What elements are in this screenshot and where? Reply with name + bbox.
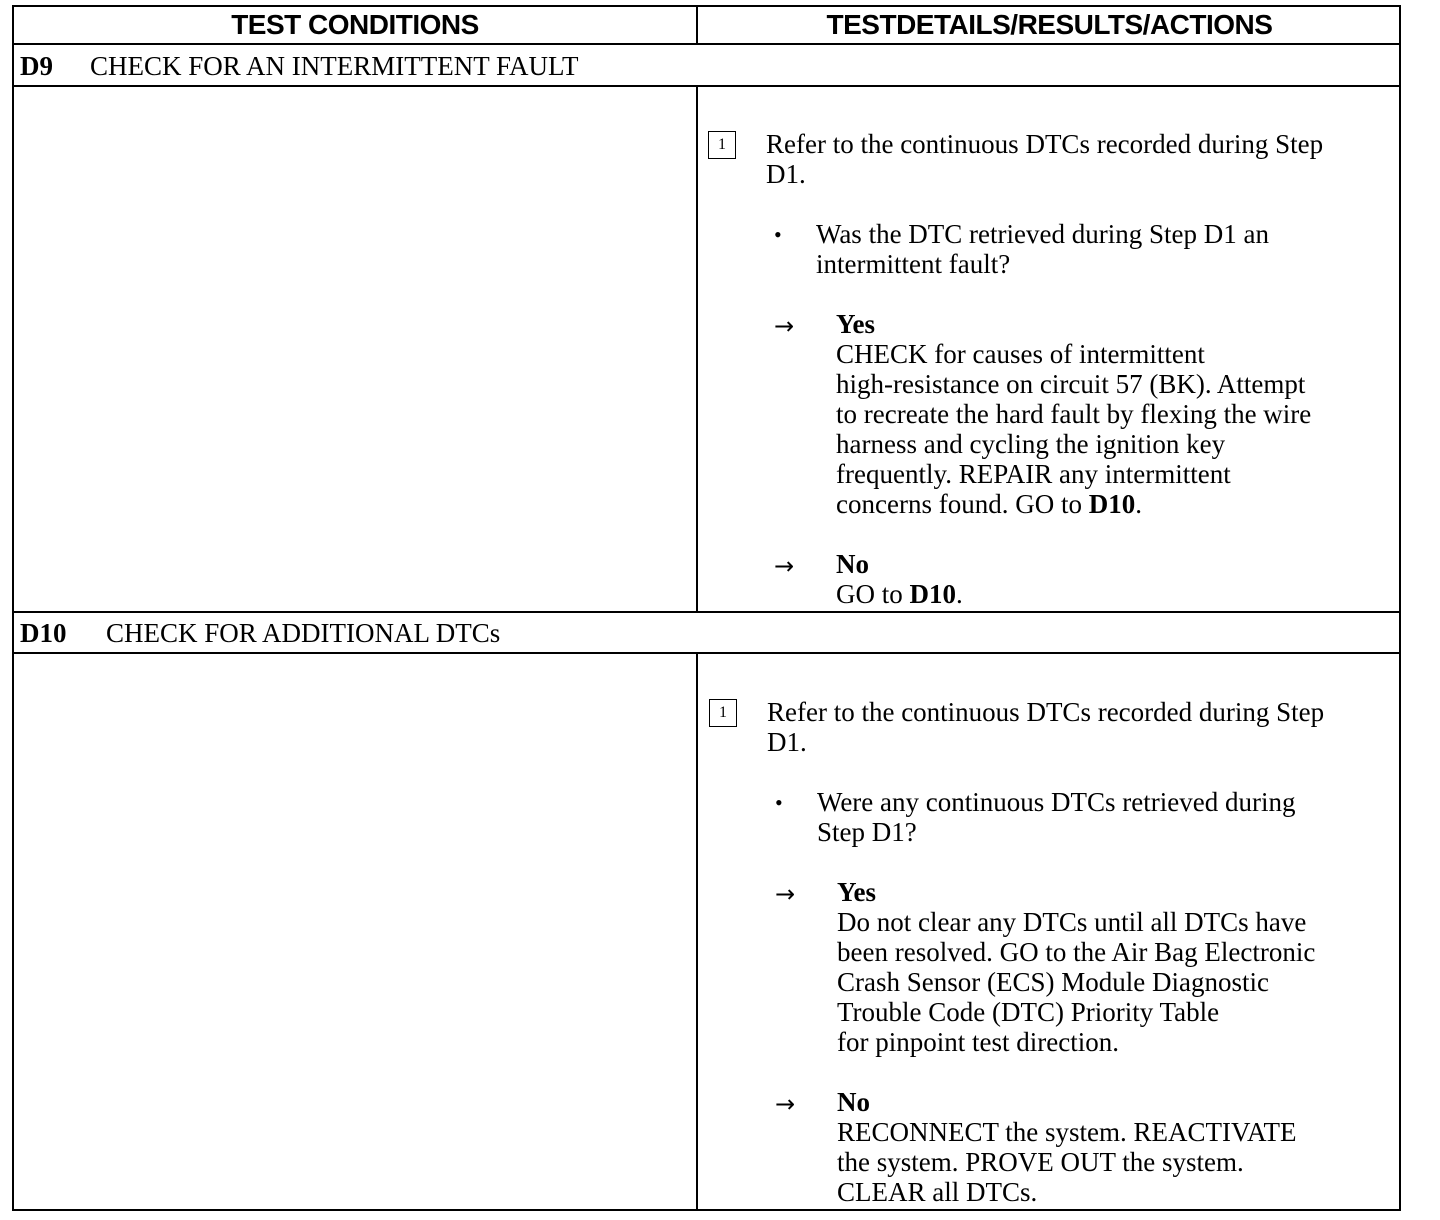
section-id: D10 bbox=[20, 618, 67, 648]
column-header-test-details: TESTDETAILS/RESULTS/ACTIONS bbox=[826, 9, 1273, 40]
step-instruction: Refer to the continuous DTCs recorded during Step D1. bbox=[767, 697, 1325, 757]
section-title-d10 bbox=[20, 618, 500, 649]
header-divider bbox=[14, 43, 1399, 45]
diagnostic-table bbox=[12, 5, 1401, 1211]
section-d9-title-divider bbox=[14, 85, 1399, 87]
column-divider-header bbox=[696, 7, 698, 43]
section-d10-title-divider bbox=[14, 652, 1399, 654]
column-divider-d9 bbox=[696, 85, 698, 611]
question-text: Were any continuous DTCs retrieved during Step D1? bbox=[817, 787, 1296, 847]
section-title-d9 bbox=[20, 51, 579, 82]
yes-result: Yes CHECK for causes of intermittent high-resistance on circuit 57 (BK). Attempt to recreate the hard fault by flexing the wire harness and cycling the ignition key frequently. REPAIR any intermittent concerns found. GO to D10. bbox=[836, 309, 1312, 519]
section-title-text: CHECK FOR AN INTERMITTENT FAULT bbox=[90, 51, 579, 81]
yes-result: Yes Do not clear any DTCs until all DTCs have been resolved. GO to the Air Bag Electronic Crash Sensor (ECS) Module Diagnostic Trouble Code (DTC) Priority Table for pinpoint test direction. bbox=[837, 877, 1316, 1057]
step-number-box: 1 bbox=[709, 699, 737, 727]
yes-label: Yes bbox=[837, 877, 876, 907]
step-reference: D10 bbox=[909, 579, 956, 609]
question-text: Was the DTC retrieved during Step D1 an intermittent fault? bbox=[816, 219, 1269, 279]
arrow-right-icon: → bbox=[775, 1090, 796, 1118]
section-title-text: CHECK FOR ADDITIONAL DTCs bbox=[106, 618, 501, 648]
bullet-icon: • bbox=[775, 790, 783, 815]
step-reference: D10 bbox=[1088, 489, 1136, 519]
step-instruction: Refer to the continuous DTCs recorded during Step D1. bbox=[766, 129, 1324, 189]
arrow-right-icon: → bbox=[774, 312, 795, 340]
bullet-icon: • bbox=[774, 222, 782, 247]
no-result: No GO to D10. bbox=[836, 549, 963, 609]
arrow-right-icon: → bbox=[775, 880, 796, 908]
section-id: D9 bbox=[20, 51, 53, 81]
column-divider-d10 bbox=[696, 652, 698, 1211]
step-number-box: 1 bbox=[708, 131, 736, 159]
no-result: No RECONNECT the system. REACTIVATE the system. PROVE OUT the system. CLEAR all DTCs. bbox=[837, 1087, 1297, 1207]
no-label: No bbox=[837, 1087, 870, 1117]
section-d10-top-divider bbox=[14, 611, 1399, 613]
no-label: No bbox=[836, 549, 869, 579]
column-header-test-conditions: TEST CONDITIONS bbox=[231, 9, 479, 40]
arrow-right-icon: → bbox=[774, 552, 795, 580]
yes-label: Yes bbox=[836, 309, 875, 339]
